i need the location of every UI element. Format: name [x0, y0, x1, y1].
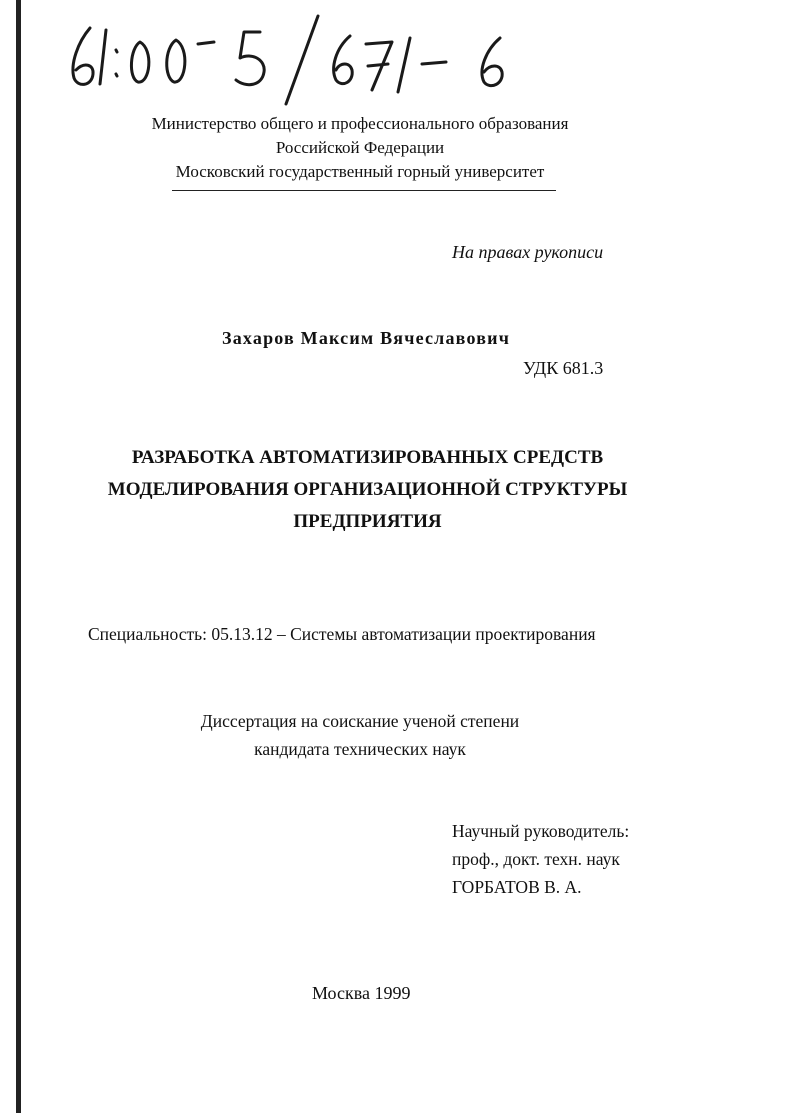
- supervisor-line: Научный руководитель:: [452, 821, 630, 841]
- title-line: МОДЕЛИРОВАНИЯ ОРГАНИЗАЦИОННОЙ СТРУКТУРЫ: [107, 479, 628, 500]
- header-line: Российской Федерации: [275, 138, 445, 157]
- specialty-line: Специальность: 05.13.12 – Системы автоматизации проектирования: [88, 624, 596, 644]
- city-year: Москва 1999: [312, 983, 411, 1003]
- title-line: РАЗРАБОТКА АВТОМАТИЗИРОВАННЫХ СРЕДСТВ: [131, 447, 604, 468]
- binding-edge: [16, 0, 21, 1113]
- degree-line: Диссертация на соискание ученой степени: [200, 711, 520, 731]
- degree-line: кандидата технических наук: [254, 739, 466, 759]
- title-line: ПРЕДПРИЯТИЯ: [293, 511, 442, 532]
- header-divider: [172, 190, 556, 191]
- supervisor-line: ГОРБАТОВ В. А.: [452, 877, 582, 897]
- header-line: Московский государственный горный университет: [175, 162, 545, 181]
- supervisor-line: проф., докт. техн. наук: [452, 849, 620, 869]
- udk-code: УДК 681.3: [523, 358, 604, 378]
- handwritten-archive-mark: [60, 8, 550, 108]
- degree-statement: [160, 707, 560, 763]
- supervisor-block: [452, 817, 629, 901]
- author-name: Захаров Максим Вячеславович: [222, 328, 511, 348]
- ministry-header: [100, 112, 620, 184]
- dissertation-title: [80, 442, 655, 538]
- header-line: Министерство общего и профессионального образования: [151, 114, 569, 133]
- manuscript-note: На правах рукописи: [452, 242, 604, 262]
